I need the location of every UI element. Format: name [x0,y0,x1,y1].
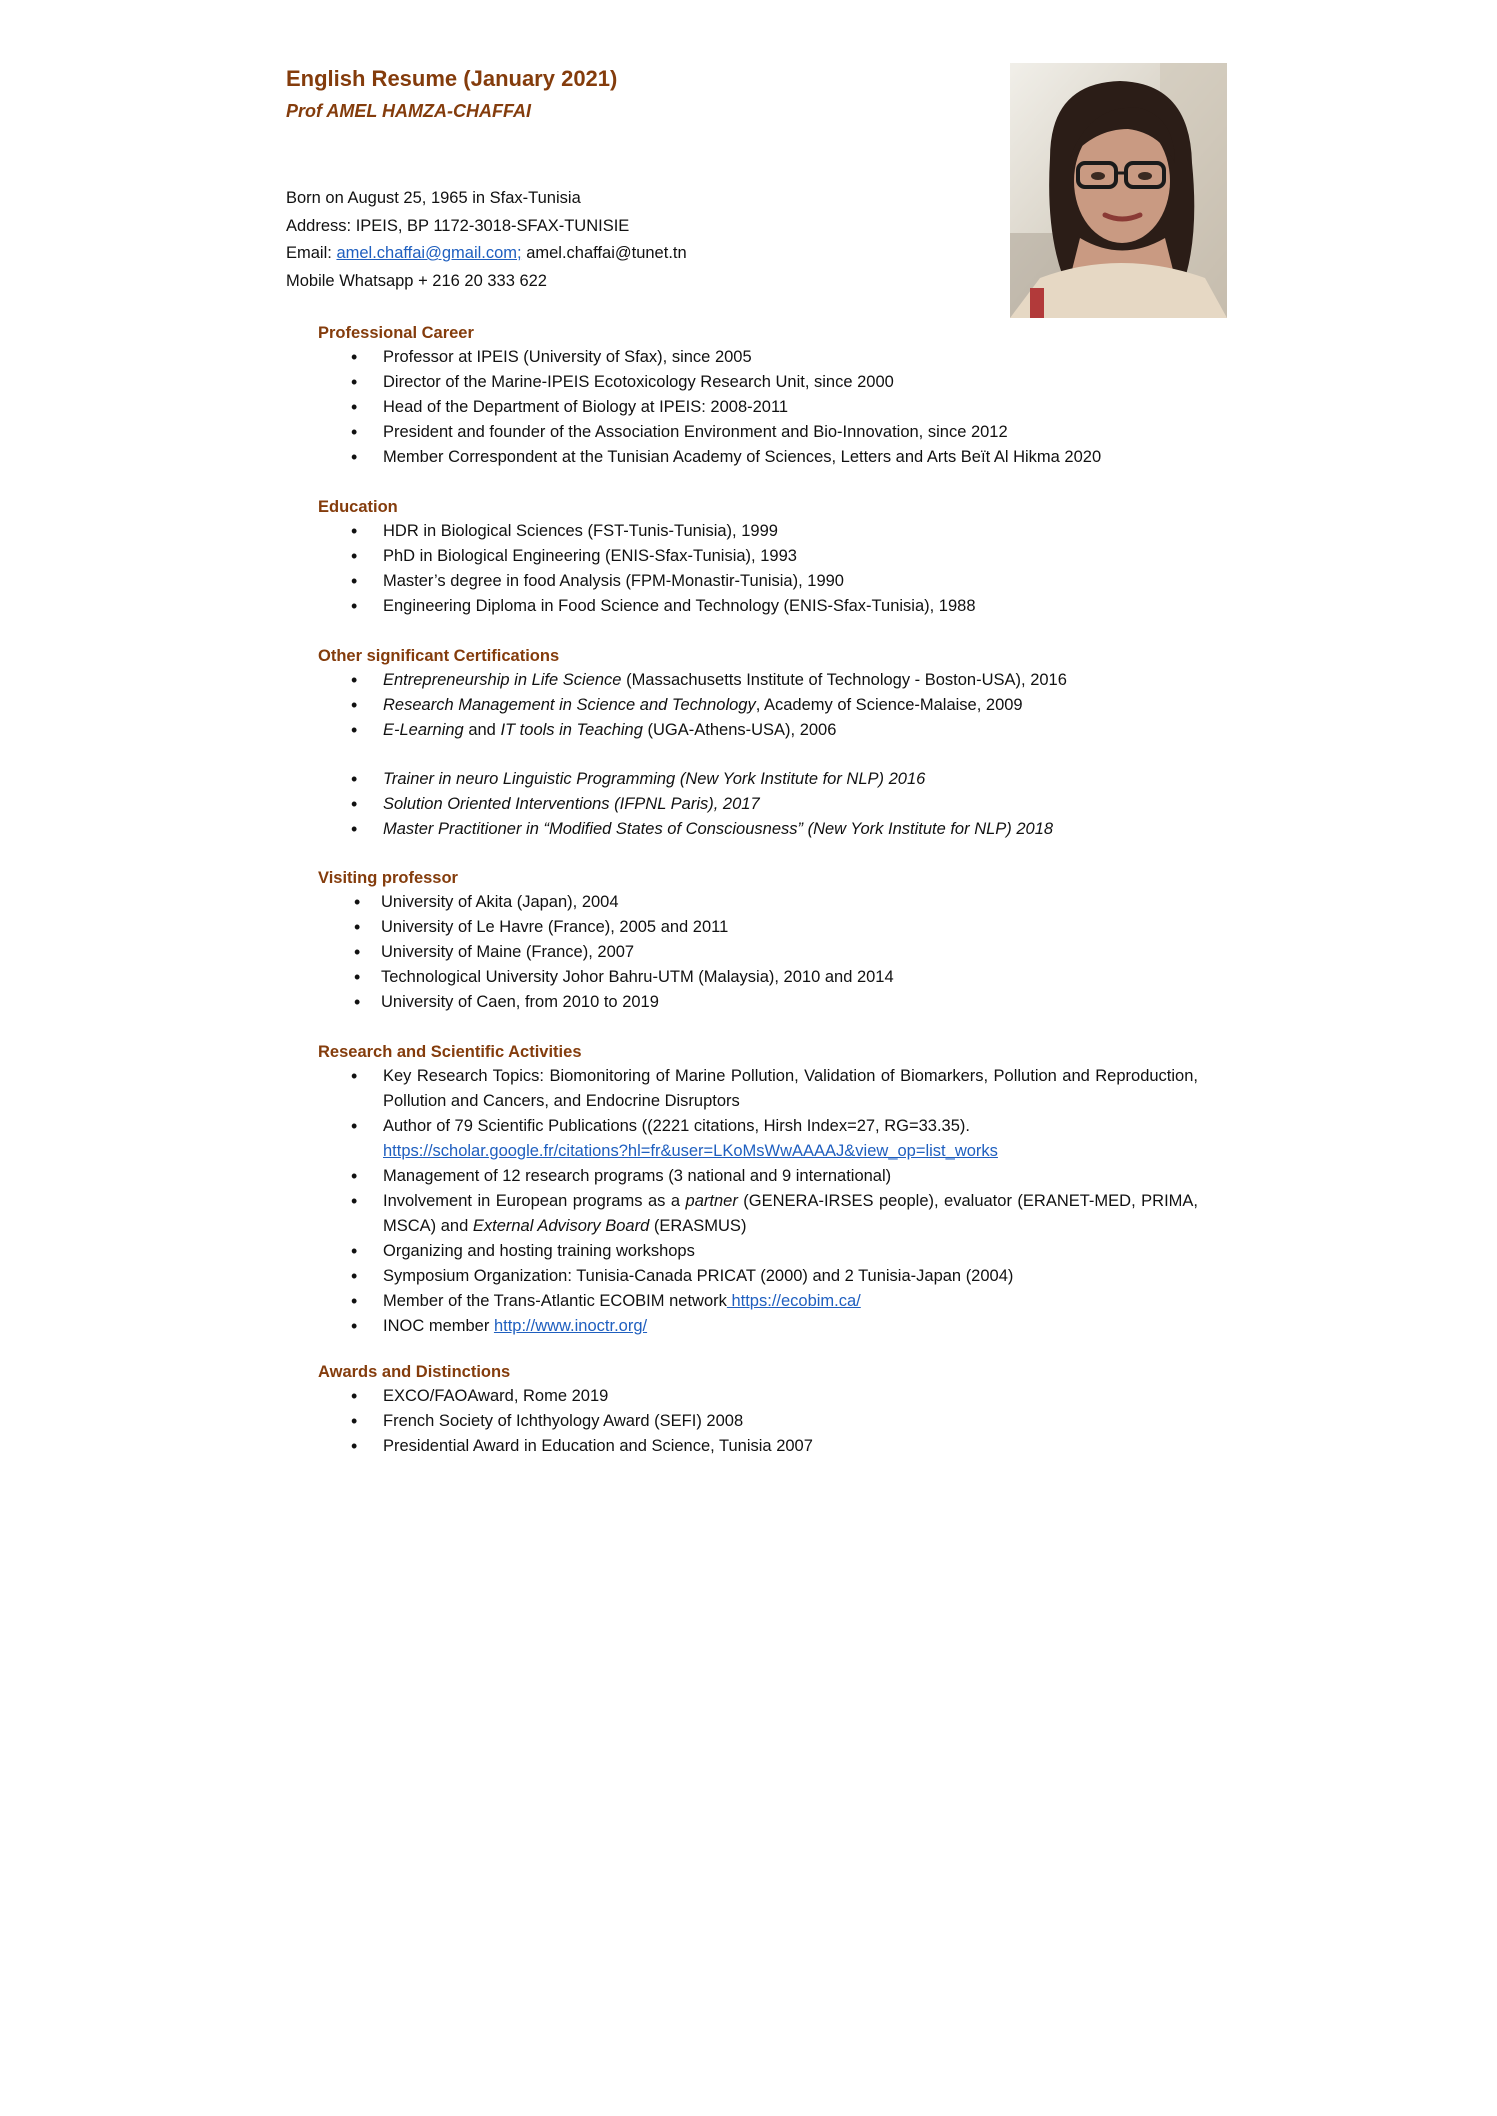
list-item: • University of Akita (Japan), 2004 [318,890,894,915]
section-title-career: Professional Career [318,324,474,342]
education-list [318,519,976,619]
email-secondary: amel.chaffai@tunet.tn [521,244,687,262]
list-item: • Presidential Award in Education and Science, Tunisia 2007 [318,1434,813,1459]
cert-name: Entrepreneurship in Life Science [383,671,622,689]
involvement-text: (GENERA-IRSES people), evaluator (ERANET-MED, PRIMA, MSCA) and [383,1192,1198,1235]
list-item [318,668,1067,693]
cert-name: Solution Oriented Interventions (IFPNL Paris), 2017 [383,795,760,813]
section-awards [318,1360,813,1459]
list-item: • Symposium Organization: Tunisia-Canada PRICAT (2000) and 2 Tunisia-Japan (2004) [318,1264,1198,1289]
list-item: • EXCO/FAOAward, Rome 2019 [318,1384,813,1409]
list-item [318,1114,1198,1164]
contact-info [286,185,687,295]
inoc-link[interactable]: http://www.inoctr.org/ [493,1317,648,1335]
list-item: • Head of the Department of Biology at IPEIS: 2008-2011 [318,395,1101,420]
cert-detail: (Massachusetts Institute of Technology - Boston-USA), 2016 [621,671,1067,689]
list-item [318,792,1067,817]
list-item: • HDR in Biological Sciences (FST-Tunis-Tunisia), 1999 [318,519,976,544]
involvement-text: (ERASMUS) [649,1217,747,1235]
section-title-certifications: Other significant Certifications [318,647,560,665]
research-list [318,1064,1198,1339]
section-title-awards: Awards and Distinctions [318,1363,511,1381]
scholar-link[interactable]: https://scholar.google.fr/citations?hl=fr&user=LKoMsWwAAAAJ&view_op=list_works [383,1142,998,1160]
cert-detail: (UGA-Athens-USA), 2006 [642,721,837,739]
list-item: • University of Caen, from 2010 to 2019 [318,990,894,1015]
section-career [318,321,1101,470]
section-title-research: Research and Scientific Activities [318,1043,582,1061]
visiting-list [318,890,894,1015]
list-item: • Master’s degree in food Analysis (FPM-Monastir-Tunisia), 1990 [318,569,976,594]
career-list [318,345,1101,470]
section-certifications [318,644,1067,842]
mobile-info: Mobile Whatsapp + 216 20 333 622 [286,271,547,290]
person-name: Prof AMEL HAMZA-CHAFFAI [286,101,531,121]
inoc-text: INOC member [383,1317,494,1335]
list-item [318,693,1067,718]
list-item [318,1289,1198,1314]
section-visiting [318,866,894,1015]
cert-name: Master Practitioner in “Modified States of Consciousness” (New York Institute for NLP) 2018 [383,820,1054,838]
list-item: • Professor at IPEIS (University of Sfax), since 2005 [318,345,1101,370]
portrait-illustration [1010,63,1227,318]
list-item [318,718,1067,743]
cert-joiner: and [463,721,501,739]
certifications-list [318,668,1067,842]
list-item: • President and founder of the Association Environment and Bio-Innovation, since 2012 [318,420,1101,445]
section-research [318,1040,1198,1339]
section-title-education: Education [318,498,398,516]
email-label: Email: [286,244,337,262]
involvement-role: partner [685,1192,738,1210]
ecobim-link[interactable]: https://ecobim.ca/ [726,1292,861,1310]
list-item: • Organizing and hosting training workshops [318,1239,1198,1264]
publications-text: Author of 79 Scientific Publications ((2221 citations, Hirsh Index=27, RG=33.35). [383,1117,970,1135]
list-item: • Technological University Johor Bahru-UTM (Malaysia), 2010 and 2014 [318,965,894,990]
cert-detail: , Academy of Science-Malaise, 2009 [755,696,1023,714]
involvement-role: External Advisory Board [472,1217,650,1235]
list-item: • Member Correspondent at the Tunisian Academy of Sciences, Letters and Arts Beït Al Hikma 2020 [318,445,1101,470]
cert-name: E-Learning [383,721,464,739]
list-item [318,1314,1198,1339]
involvement-text: Involvement in European programs as a [383,1192,686,1210]
list-item [318,1189,1198,1239]
birth-info: Born on August 25, 1965 in Sfax-Tunisia [286,189,581,207]
email-info [286,240,687,268]
list-item: • French Society of Ichthyology Award (SEFI) 2008 [318,1409,813,1434]
profile-photo [1010,63,1227,318]
list-item: • Key Research Topics: Biomonitoring of Marine Pollution, Validation of Biomarkers, Pollution and Reproduction, Pollution and Cancers, and Endocrine Disruptors [318,1064,1198,1114]
list-item: • Engineering Diploma in Food Science and Technology (ENIS-Sfax-Tunisia), 1988 [318,594,976,619]
address-info: Address: IPEIS, BP 1172-3018-SFAX-TUNISIE [286,216,630,235]
ecobim-text: Member of the Trans-Atlantic ECOBIM network [383,1292,727,1310]
cert-name: Trainer in neuro Linguistic Programming (New York Institute for NLP) 2016 [383,770,926,788]
list-item: • Director of the Marine-IPEIS Ecotoxicology Research Unit, since 2000 [318,370,1101,395]
awards-list [318,1384,813,1459]
email-link[interactable]: amel.chaffai@gmail.com; [336,244,522,262]
list-item [318,767,1067,792]
document-title: English Resume (January 2021) [286,66,618,91]
section-education [318,495,976,619]
list-item: • PhD in Biological Engineering (ENIS-Sfax-Tunisia), 1993 [318,544,976,569]
section-title-visiting: Visiting professor [318,869,458,887]
cert-name: Research Management in Science and Technology [383,696,756,714]
list-item: • University of Maine (France), 2007 [318,940,894,965]
list-item: • Management of 12 research programs (3 national and 9 international) [318,1164,1198,1189]
cert-name: IT tools in Teaching [500,721,643,739]
list-item [318,817,1067,842]
list-item: • University of Le Havre (France), 2005 and 2011 [318,915,894,940]
